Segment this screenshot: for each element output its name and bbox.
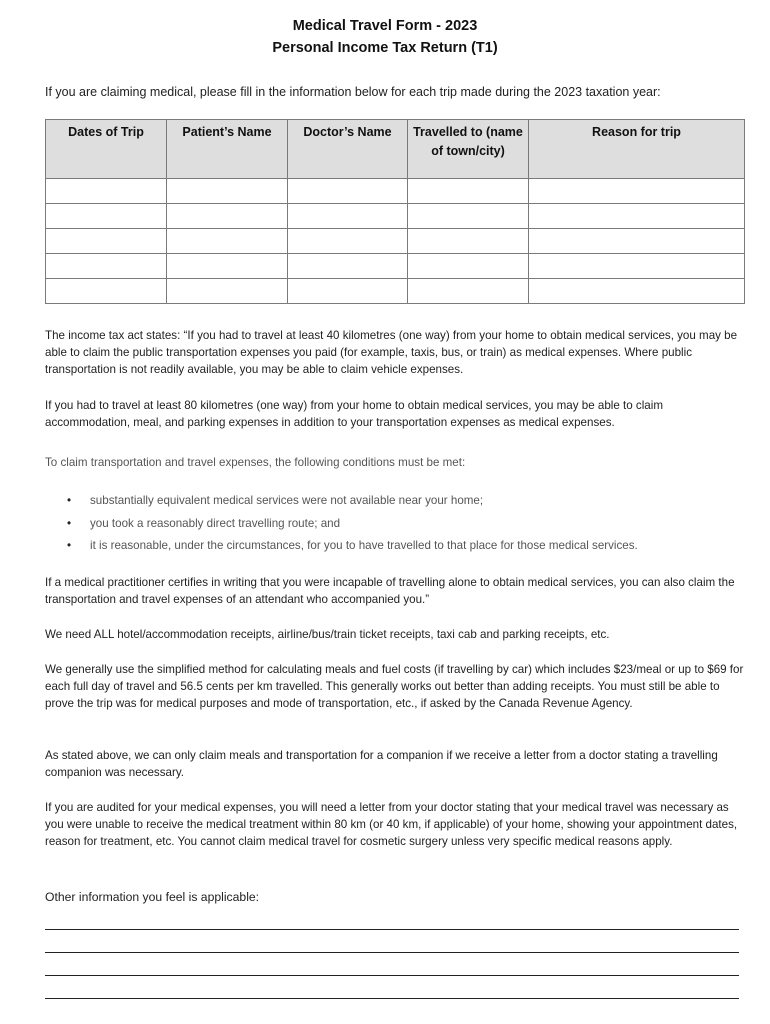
table-cell[interactable] xyxy=(46,229,167,254)
table-cell[interactable] xyxy=(529,254,745,279)
bullet-icon: • xyxy=(67,516,72,530)
conditions-intro: To claim transportation and travel expenses, the following conditions must be met: xyxy=(45,456,466,469)
table-row xyxy=(46,204,745,229)
conditions-list xyxy=(45,494,745,562)
header-doctors-name: Doctor’s Name xyxy=(288,120,408,179)
table-cell[interactable] xyxy=(46,254,167,279)
table-cell[interactable] xyxy=(167,204,288,229)
table-cell[interactable] xyxy=(529,279,745,304)
other-info-line-4[interactable] xyxy=(45,998,739,999)
receipts-paragraph: We need ALL hotel/accommodation receipts, airline/bus/train ticket receipts, taxi cab and parking receipts, etc. xyxy=(45,628,610,641)
table-cell[interactable] xyxy=(288,204,408,229)
table-cell[interactable] xyxy=(529,204,745,229)
other-information-label: Other information you feel is applicable: xyxy=(45,890,260,904)
table-cell[interactable] xyxy=(408,279,529,304)
header-travelled-to: Travelled to (name of town/city) xyxy=(408,120,529,179)
header-dates-of-trip: Dates of Trip xyxy=(46,120,167,179)
condition-text: you took a reasonably direct travelling route; and xyxy=(90,516,341,530)
trip-table-header-row xyxy=(46,120,745,179)
table-cell[interactable] xyxy=(167,254,288,279)
list-item xyxy=(45,494,745,517)
companion-paragraph: As stated above, we can only claim meals and transportation for a companion if we receive a letter from a doctor stating a travelling companion was necessary. xyxy=(45,749,718,779)
header-reason-for-trip: Reason for trip xyxy=(529,120,745,179)
table-cell[interactable] xyxy=(288,279,408,304)
table-cell[interactable] xyxy=(167,179,288,204)
table-cell[interactable] xyxy=(288,179,408,204)
table-cell[interactable] xyxy=(288,254,408,279)
table-cell[interactable] xyxy=(288,229,408,254)
table-cell[interactable] xyxy=(529,179,745,204)
table-row xyxy=(46,254,745,279)
audit-paragraph: If you are audited for your medical expenses, you will need a letter from your doctor stating that your medical travel was necessary as you were unable to receive the medical treatment within 80 km (or 40 km, if applicable) of your home, showing your appointment dates, reason for treatment, etc. You cannot claim medical travel for cosmetic surgery unless very specific medical reasons apply. xyxy=(45,801,738,848)
condition-text: substantially equivalent medical services were not available near your home; xyxy=(90,494,484,507)
eighty-km-paragraph: If you had to travel at least 80 kilometres (one way) from your home to obtain medical services, you may be able to claim accommodation, meal, and parking expenses in addition to your transportation expenses as medical expenses. xyxy=(45,399,663,429)
table-cell[interactable] xyxy=(408,179,529,204)
trip-table xyxy=(45,119,745,304)
table-cell[interactable] xyxy=(408,254,529,279)
bullet-icon: • xyxy=(67,539,72,552)
table-row xyxy=(46,229,745,254)
table-cell[interactable] xyxy=(46,179,167,204)
other-info-line-2[interactable] xyxy=(45,952,739,953)
table-cell[interactable] xyxy=(167,229,288,254)
table-row xyxy=(46,279,745,304)
list-item xyxy=(45,517,745,540)
form-title: Medical Travel Form - 2023 xyxy=(292,18,478,34)
condition-text: it is reasonable, under the circumstances, for you to have travelled to that place for those medical services. xyxy=(90,539,638,552)
header-patients-name: Patient’s Name xyxy=(167,120,288,179)
income-tax-act-paragraph: The income tax act states: “If you had to travel at least 40 kilometres (one way) from your home to obtain medical services, you may be able to claim the public transportation expenses you paid (for example, taxis, bus, or train) as medical expenses. Where public transportation is not readily available, you may be able to claim vehicle expenses. xyxy=(45,329,738,376)
attendant-paragraph: If a medical practitioner certifies in writing that you were incapable of travelling alone to obtain medical services, you can also claim the transportation and travel expenses of an attendant who accompanied you.” xyxy=(45,576,735,606)
intro-text: If you are claiming medical, please fill in the information below for each trip made during the 2023 taxation year: xyxy=(45,85,661,99)
form-subtitle: Personal Income Tax Return (T1) xyxy=(272,40,498,56)
bullet-icon: • xyxy=(67,494,72,507)
table-cell[interactable] xyxy=(408,229,529,254)
table-cell[interactable] xyxy=(167,279,288,304)
table-cell[interactable] xyxy=(46,279,167,304)
list-item xyxy=(45,539,745,562)
table-cell[interactable] xyxy=(408,204,529,229)
other-info-line-3[interactable] xyxy=(45,975,739,976)
table-cell[interactable] xyxy=(46,204,167,229)
simplified-method-paragraph: We generally use the simplified method for calculating meals and fuel costs (if travelling by car) which includes $23/meal or up to $69 for each full day of travel and 56.5 cents per km travelled. This generally works out better than adding receipts. You must still be able to prove the trip was for medical purposes and mode of transportation, etc., if asked by the Canada Revenue Agency. xyxy=(45,663,744,710)
other-info-line-1[interactable] xyxy=(45,929,739,930)
table-cell[interactable] xyxy=(529,229,745,254)
table-row xyxy=(46,179,745,204)
